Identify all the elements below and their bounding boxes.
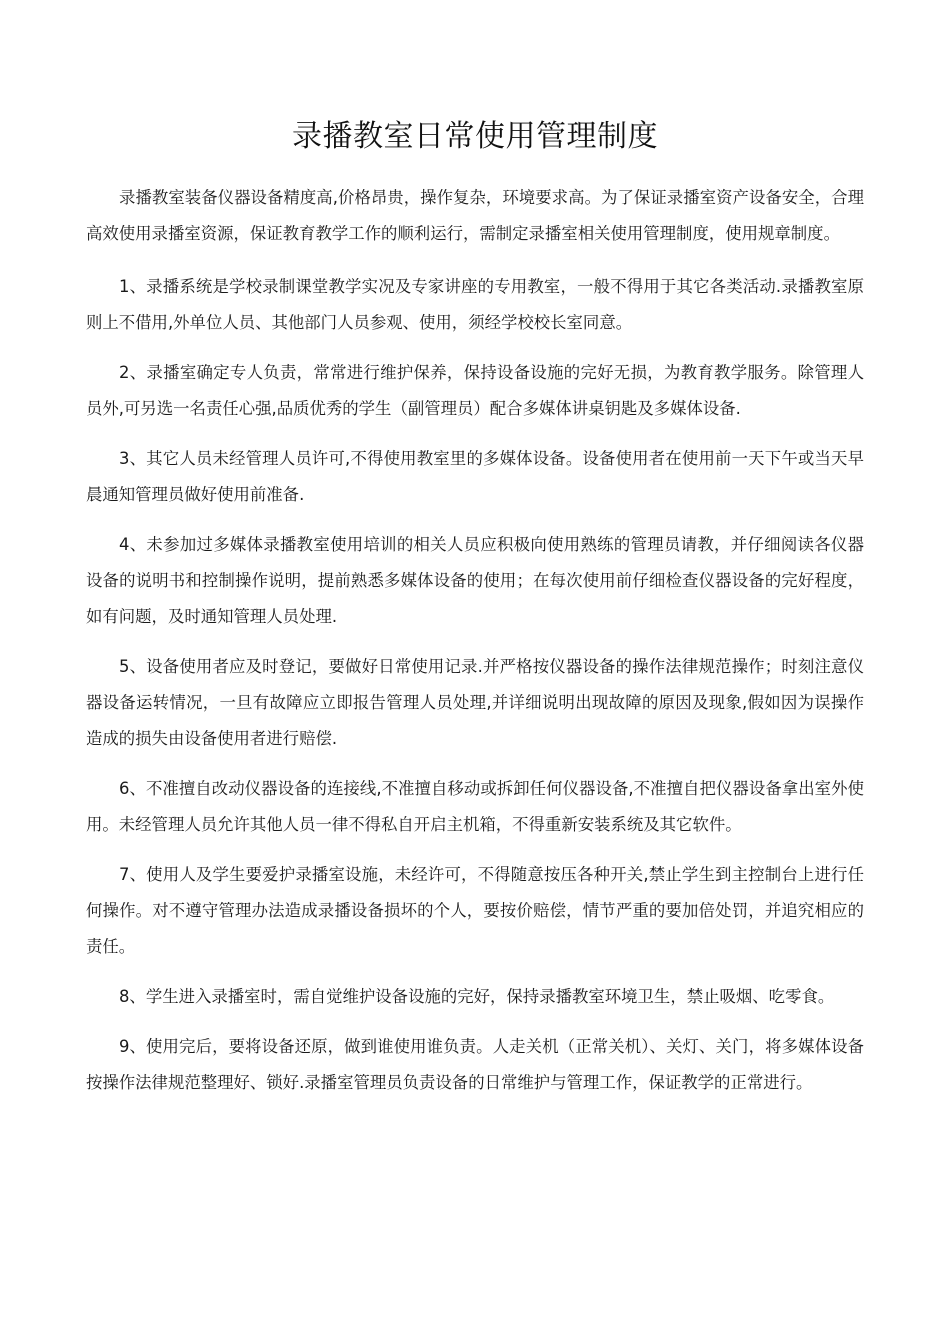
- intro-paragraph: 录播教室装备仪器设备精度高,价格昂贵，操作复杂，环境要求高。为了保证录播室资产设备安全，合理高效使用录播室资源，保证教育教学工作的顺利运行，需制定录播室相关使用管理制度，使用规章制度。: [86, 188, 864, 243]
- rule-paragraph-7: 7、使用人及学生要爱护录播室设施，未经许可，不得随意按压各种开关,禁止学生到主控制台上进行任何操作。对不遵守管理办法造成录播设备损坏的个人，要按价赔偿，情节严重的要加倍处罚，并追究相应的责任。: [86, 865, 864, 956]
- document-title: 录播教室日常使用管理制度: [292, 119, 658, 154]
- rule-paragraph-6: 6、不准擅自改动仪器设备的连接线,不准擅自移动或拆卸任何仪器设备,不准擅自把仪器设备拿出室外使用。未经管理人员允许其他人员一律不得私自开启主机箱，不得重新安装系统及其它软件。: [86, 779, 864, 834]
- rule-paragraph-5: 5、设备使用者应及时登记，要做好日常使用记录.并严格按仪器设备的操作法律规范操作；时刻注意仪器设备运转情况，一旦有故障应立即报告管理人员处理,并详细说明出现故障的原因及现象,假如因为误操作造成的损失由设备使用者进行赔偿.: [86, 657, 864, 748]
- rule-paragraph-3: 3、其它人员未经管理人员许可,不得使用教室里的多媒体设备。设备使用者在使用前一天下午或当天早晨通知管理员做好使用前准备.: [86, 449, 864, 504]
- rule-paragraph-4: 4、未参加过多媒体录播教室使用培训的相关人员应积极向使用熟练的管理员请教，并仔细阅读各仪器设备的说明书和控制操作说明，提前熟悉多媒体设备的使用；在每次使用前仔细检查仪器设备的完好程度，如有问题，及时通知管理人员处理.: [86, 535, 864, 626]
- rule-paragraph-1: 1、录播系统是学校录制课堂教学实况及专家讲座的专用教室，一般不得用于其它各类活动.录播教室原则上不借用,外单位人员、其他部门人员参观、使用，须经学校校长室同意。: [86, 277, 864, 332]
- rule-paragraph-2: 2、录播室确定专人负责，常常进行维护保养，保持设备设施的完好无损，为教育教学服务。除管理人员外,可另选一名责任心强,品质优秀的学生（副管理员）配合多媒体讲桌钥匙及多媒体设备.: [86, 363, 864, 418]
- rule-paragraph-8: 8、学生进入录播室时，需自觉维护设备设施的完好，保持录播教室环境卫生，禁止吸烟、吃零食。: [119, 987, 835, 1006]
- rule-paragraph-9: 9、使用完后，要将设备还原，做到谁使用谁负责。人走关机（正常关机）、关灯、关门，将多媒体设备按操作法律规范整理好、锁好.录播室管理员负责设备的日常维护与管理工作，保证教学的正常进行。: [86, 1037, 864, 1092]
